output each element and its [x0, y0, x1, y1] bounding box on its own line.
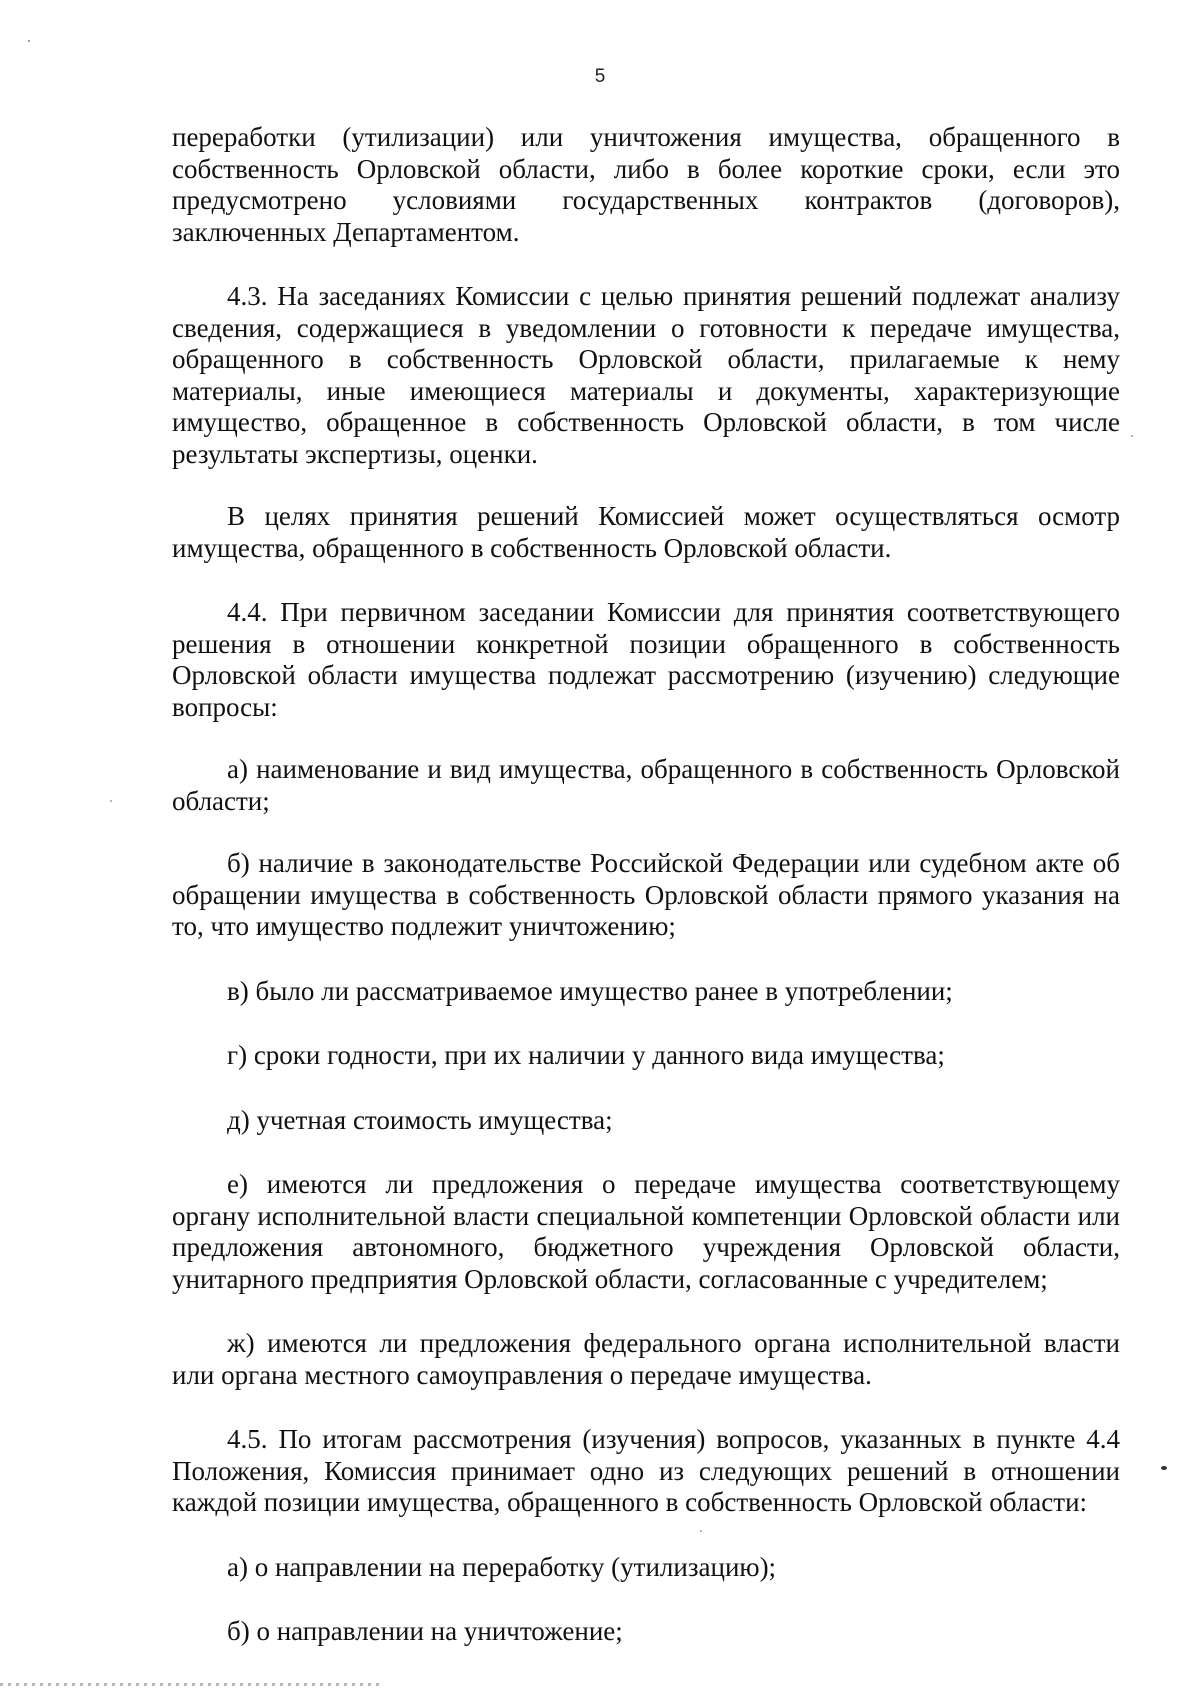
paragraph-4-4: 4.4. При первичном заседании Комиссии для принятия соответствующего решения в отношении конкретной позиции обращенного в собственность Орловской области имущества подлежат рассмотрению (изучению) следующие вопросы: [172, 597, 1120, 722]
list-item-zh: ж) имеются ли предложения федерального органа исполнительной власти или органа местного самоуправления о передаче имущества. [172, 1328, 1120, 1390]
paragraph-inspection: В целях принятия решений Комиссией может осуществляться осмотр имущества, обращенного в собственность Орловской области. [172, 501, 1120, 563]
scan-speck [1131, 435, 1133, 437]
scan-speck [28, 40, 30, 42]
list-item-g: г) сроки годности, при их наличии у данного вида имущества; [227, 1040, 945, 1070]
paragraph-4-5: 4.5. По итогам рассмотрения (изучения) вопросов, указанных в пункте 4.4 Положения, Комиссия принимает одно из следующих решений в отношении каждой позиции имущества, обращенного в собственность Орловской области: [172, 1424, 1120, 1517]
page-number: 5 [594, 66, 606, 87]
scan-speck [700, 1530, 702, 1532]
scan-speck [1161, 1466, 1167, 1470]
list-item-e: е) имеются ли предложения о передаче имущества соответствующему органу исполнительной власти специальной компетенции Орловской области или предложения автономного, бюджетного учреждения Орловской области, унитарного предприятия Орловской области, согласованные с учредителем; [172, 1169, 1120, 1294]
paragraph-4-3: 4.3. На заседаниях Комиссии с целью принятия решений подлежат анализу сведения, содержащиеся в уведомлении о готовности к передаче имущества, обращенного в собственность Орловской области, прилагаемые к нему материалы, иные имеющиеся материалы и документы, характеризующие имущество, обращенное в собственность Орловской области, в том числе результаты экспертизы, оценки. [172, 281, 1120, 469]
list-item-b: б) наличие в законодательстве Российской Федерации или судебном акте об обращении имущества в собственность Орловской области прямого указания на то, что имущество подлежит уничтожению; [172, 848, 1120, 941]
list-item-d: д) учетная стоимость имущества; [227, 1104, 613, 1135]
list-item-a: а) наименование и вид имущества, обращенного в собственность Орловской области; [172, 754, 1120, 816]
scan-edge-noise [0, 1683, 380, 1686]
decision-item-a: а) о направлении на переработку (утилизацию); [227, 1551, 777, 1582]
scan-speck [110, 800, 112, 802]
paragraph-continuation: переработки (утилизации) или уничтожения имущества, обращенного в собственность Орловской области, либо в более короткие сроки, если это предусмотрено условиями государственных контрактов (договоров), заключенных Департаментом. [172, 122, 1120, 247]
document-body [172, 122, 1120, 1648]
list-item-v: в) было ли рассматриваемое имущество ранее в употреблении; [227, 975, 953, 1006]
decision-item-b: б) о направлении на уничтожение; [227, 1616, 623, 1646]
